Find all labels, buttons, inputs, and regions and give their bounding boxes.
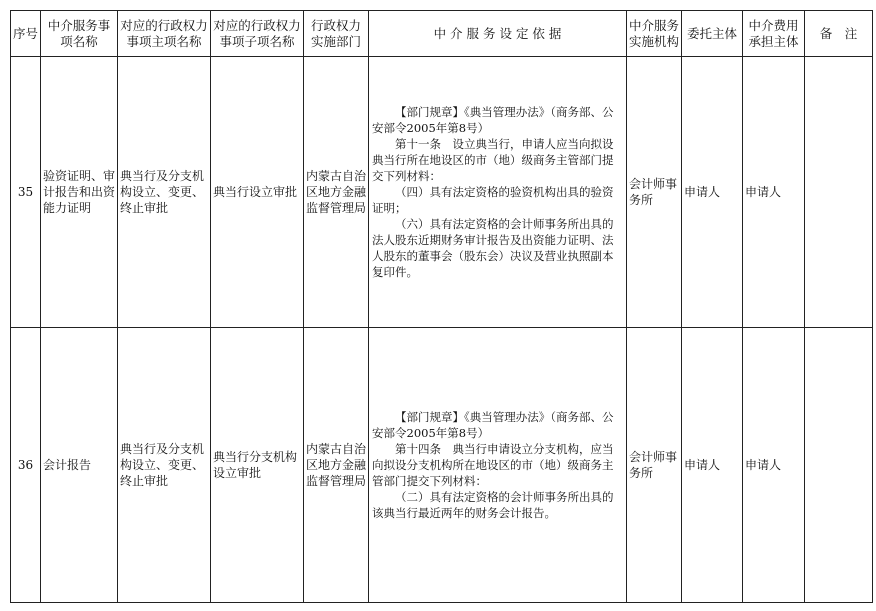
service-items-table — [10, 10, 873, 603]
cell-basis — [369, 57, 627, 328]
cell-main-item: 典当行及分支机构设立、变更、终止审批 — [118, 328, 211, 603]
header-agency: 中介服务实施机构 — [627, 11, 682, 57]
basis-paragraph: （四）具有法定资格的验资机构出具的验资证明； — [372, 185, 614, 215]
cell-service: 会计报告 — [41, 328, 118, 603]
header-department: 行政权力实施部门 — [304, 11, 369, 57]
header-no: 序号 — [11, 11, 41, 57]
basis-paragraph: （六）具有法定资格的会计师事务所出具的法人股东近期财务审计报告及出资能力证明、法人股东的董事会（股东会）决议及营业执照副本复印件。 — [372, 217, 614, 279]
header-row — [11, 11, 873, 57]
cell-service: 验资证明、审计报告和出资能力证明 — [41, 57, 118, 328]
cell-remark — [805, 57, 873, 328]
cell-sub-item: 典当行设立审批 — [211, 57, 304, 328]
cell-department: 内蒙古自治区地方金融监督管理局 — [304, 57, 369, 328]
header-sub-item: 对应的行政权力事项子项名称 — [211, 11, 304, 57]
cell-agency: 会计师事务所 — [627, 328, 682, 603]
cell-basis — [369, 328, 627, 603]
cell-department: 内蒙古自治区地方金融监督管理局 — [304, 328, 369, 603]
cell-principal: 申请人 — [682, 328, 743, 603]
cell-fee-payer: 申请人 — [743, 328, 805, 603]
cell-sub-item: 典当行分支机构设立审批 — [211, 328, 304, 603]
header-main-item: 对应的行政权力事项主项名称 — [118, 11, 211, 57]
header-basis: 中 介 服 务 设 定 依 据 — [369, 11, 627, 57]
table-row — [11, 57, 873, 328]
cell-remark — [805, 328, 873, 603]
cell-no: 36 — [11, 328, 41, 603]
header-remark: 备 注 — [805, 11, 873, 57]
basis-paragraph: 【部门规章】《典当管理办法》（商务部、公安部令2005年第8号） — [372, 105, 614, 135]
header-service: 中介服务事项名称 — [41, 11, 118, 57]
header-fee-payer: 中介费用承担主体 — [743, 11, 805, 57]
basis-paragraph: 【部门规章】《典当管理办法》（商务部、公安部令2005年第8号） — [372, 410, 614, 440]
cell-principal: 申请人 — [682, 57, 743, 328]
cell-no: 35 — [11, 57, 41, 328]
basis-paragraph: 第十一条 设立典当行，申请人应当向拟设典当行所在地设区的市（地）级商务主管部门提交下列材料： — [372, 137, 614, 183]
header-principal: 委托主体 — [682, 11, 743, 57]
cell-main-item: 典当行及分支机构设立、变更、终止审批 — [118, 57, 211, 328]
cell-fee-payer: 申请人 — [743, 57, 805, 328]
basis-paragraph: 第十四条 典当行申请设立分支机构，应当向拟设分支机构所在地设区的市（地）级商务主管部门提交下列材料： — [372, 442, 614, 488]
basis-paragraph: （二）具有法定资格的会计师事务所出具的该典当行最近两年的财务会计报告。 — [372, 490, 614, 520]
table-row — [11, 328, 873, 603]
cell-agency: 会计师事务所 — [627, 57, 682, 328]
